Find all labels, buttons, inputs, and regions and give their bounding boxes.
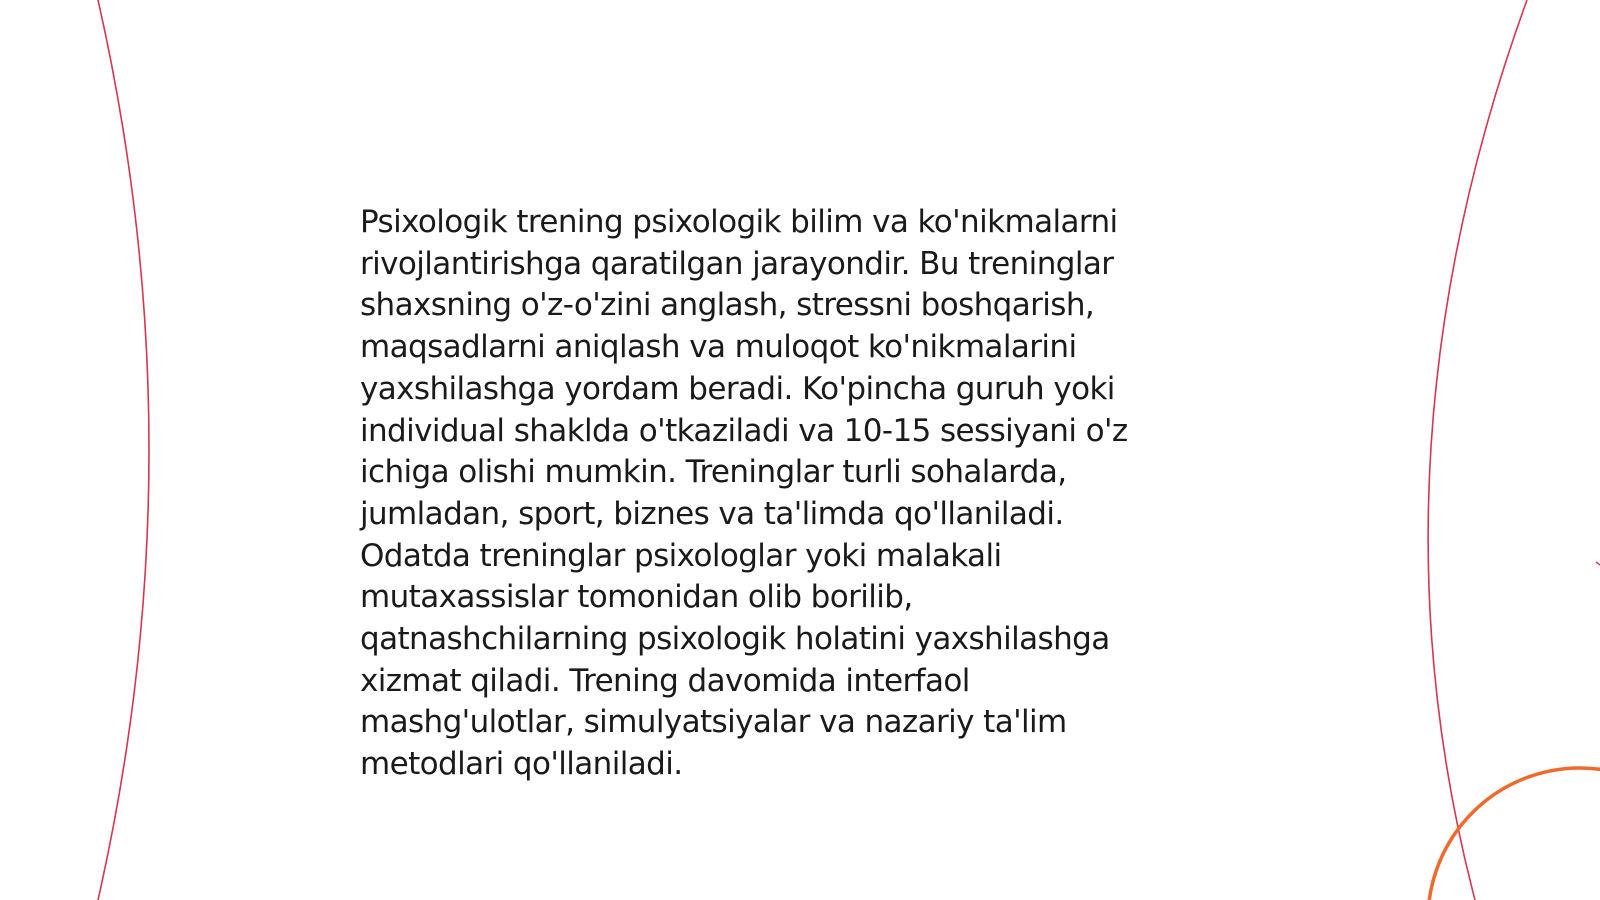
body-line: maqsadlarni aniqlash va muloqot ko'nikmalarini	[360, 329, 1077, 366]
body-line: yaxshilashga yordam beradi. Ko'pincha guruh yoki	[360, 370, 1115, 407]
body-line: mutaxassislar tomonidan olib borilib,	[360, 579, 913, 616]
body-line: shaxsning o'z-o'zini anglash, stressni boshqarish,	[360, 287, 1095, 324]
body-line: rivojlantirishga qaratilgan jarayondir. Bu treninglar	[360, 245, 1114, 282]
body-paragraph	[360, 202, 1220, 786]
body-line: Odatda treninglar psixologlar yoki malakali	[360, 537, 1002, 574]
orange-circle-outline	[1428, 768, 1600, 900]
body-line: Psixologik trening psixologik bilim va ko'nikmalarni	[360, 204, 1118, 240]
body-line: qatnashchilarning psixologik holatini yaxshilashga	[360, 621, 1110, 658]
body-line: metodlari qo'llaniladi.	[360, 746, 683, 783]
body-line: ichiga olishi mumkin. Treninglar turli sohalarda,	[360, 454, 1067, 491]
body-line: individual shaklda o'tkaziladi va 10-15 sessiyani o'z	[360, 412, 1128, 449]
body-line: mashg'ulotlar, simulyatsiyalar va nazariy ta'lim	[360, 704, 1067, 741]
small-red-mark	[1596, 562, 1600, 565]
right-curve-line	[1428, 0, 1527, 900]
body-line: xizmat qiladi. Trening davomida interfaol	[360, 662, 970, 699]
body-line: jumladan, sport, biznes va ta'limda qo'llaniladi.	[360, 495, 1064, 532]
left-curve-line	[98, 0, 149, 900]
